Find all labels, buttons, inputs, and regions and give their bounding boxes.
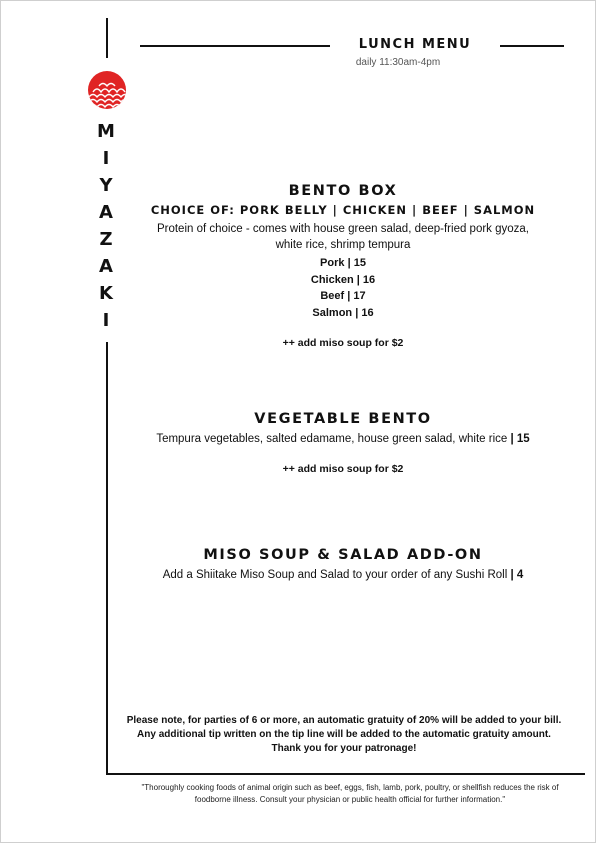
wave-circle-logo xyxy=(87,70,127,110)
price-item: Beef xyxy=(320,290,345,302)
brand-letter: A xyxy=(99,256,113,277)
brand-letter: K xyxy=(99,283,113,304)
price-item: Salmon xyxy=(312,306,353,319)
section-description: Protein of choice - comes with house green salad, deep-fried pork gyoza, white rice, shrimp tempura xyxy=(156,223,530,251)
section-title: MISO SOUP & SALAD ADD-ON xyxy=(203,547,483,563)
gratuity-note xyxy=(112,714,576,756)
price-value: | 15 xyxy=(510,433,530,445)
price-value: | 16 xyxy=(355,306,374,319)
price-row xyxy=(145,255,541,272)
price-value: | 17 xyxy=(347,290,366,302)
brand-letter: Y xyxy=(99,175,113,196)
brand-letter: A xyxy=(99,202,113,223)
section-subtitle: CHOICE OF: PORK BELLY | CHICKEN | BEEF | SALMON xyxy=(150,203,536,217)
price-row xyxy=(145,272,541,289)
price-list xyxy=(145,255,541,321)
price-item: Chicken xyxy=(310,273,354,286)
price-item: Pork xyxy=(320,257,345,269)
price-row xyxy=(145,288,541,305)
note-line: Please note, for parties of 6 or more, an automatic gratuity of 20% will be added to your bill. xyxy=(126,715,562,726)
decorative-line xyxy=(106,342,108,774)
health-disclaimer: "Thoroughly cooking foods of animal origin such as beef, eggs, fish, lamb, pork, poultry, or shellfish reduces the risk of foodborne illness. Consult your physician or public health official for further information." xyxy=(141,783,559,804)
brand-letter: I xyxy=(102,310,110,331)
section-description xyxy=(145,567,541,583)
bento-box-section xyxy=(145,183,541,349)
description-text: Add a Shiitake Miso Soup and Salad to your order of any Sushi Roll xyxy=(162,569,508,581)
addon-note: ++ add miso soup for $2 xyxy=(282,337,404,349)
note-line: Any additional tip written on the tip line will be added to the automatic gratuity amount. xyxy=(137,729,551,740)
menu-hours: daily 11:30am-4pm xyxy=(355,57,441,68)
description-text: Tempura vegetables, salted edamame, house green salad, white rice xyxy=(156,433,508,445)
price-value: | 15 xyxy=(347,257,366,269)
price-value: | 4 xyxy=(510,569,524,581)
miso-addon-section xyxy=(145,547,541,583)
section-title: VEGETABLE BENTO xyxy=(254,411,432,427)
price-row xyxy=(145,305,541,322)
brand-letter: M xyxy=(97,121,115,142)
menu-title: LUNCH MENU xyxy=(358,37,472,52)
vegetable-bento-section xyxy=(145,411,541,475)
note-line: Thank you for your patronage! xyxy=(271,743,417,754)
price-value: | 16 xyxy=(356,273,376,286)
decorative-line xyxy=(106,18,108,58)
brand-name-vertical xyxy=(90,118,122,334)
decorative-line xyxy=(140,45,330,47)
addon-note: ++ add miso soup for $2 xyxy=(282,463,404,475)
section-title: BENTO BOX xyxy=(288,183,398,199)
brand-letter: I xyxy=(102,148,110,169)
brand-letter: Z xyxy=(99,229,113,250)
decorative-line xyxy=(500,45,564,47)
section-description xyxy=(145,431,541,447)
decorative-line xyxy=(106,773,585,775)
